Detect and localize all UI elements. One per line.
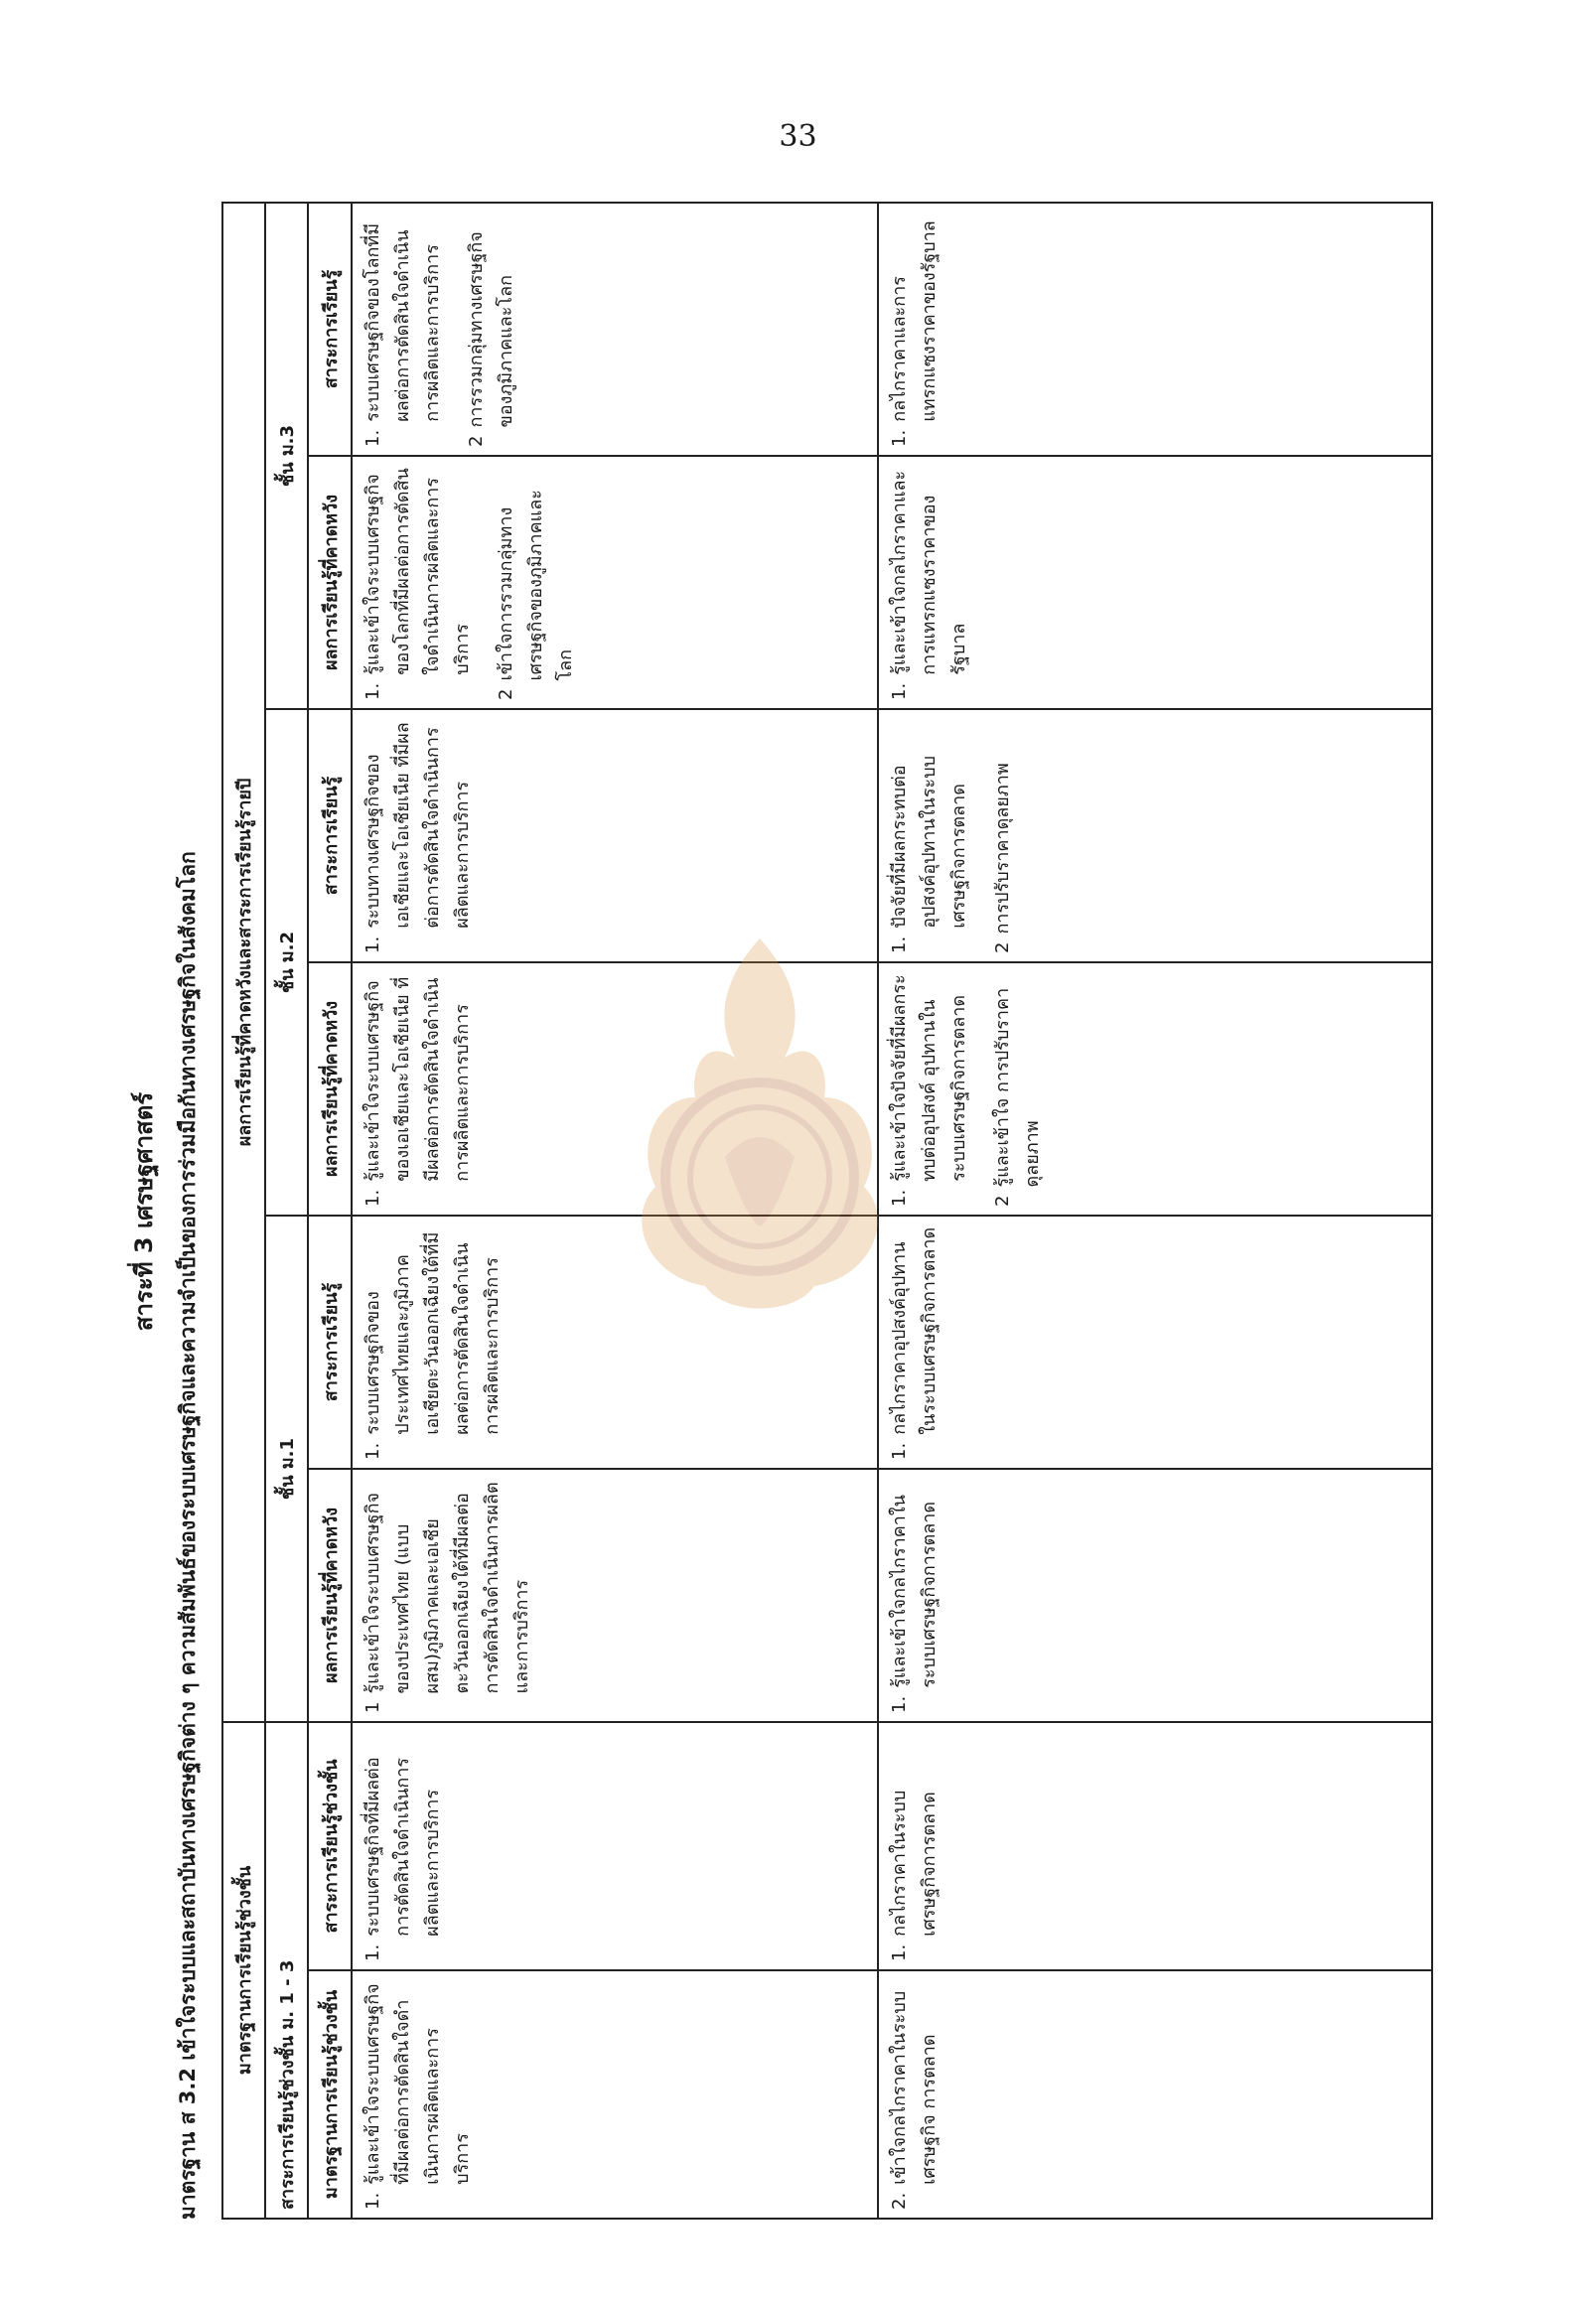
col-header-m1-content: สาระการเรียนรู้	[308, 1216, 352, 1469]
cell-standard: 2. เข้าใจกลไกราคาในระบบเศรษฐกิจ การตลาด	[878, 1970, 1432, 2219]
cell-m3-outcome: 1. รู้และเข้าใจระบบเศรษฐกิจของโลกที่มีผลต่อการตัดสินใจดำเนินการผลิตและการบริการ 2 เข้าใจการรวมกลุ่มทางเศรษฐกิจของภูมิภาคและโลก	[352, 456, 878, 709]
cell-standard: 1. รู้และเข้าใจระบบเศรษฐกิจที่มีผลต่อการตัดสินใจดำเนินการผลิตและการบริการ	[352, 1970, 878, 2219]
col-header-m1-outcome: ผลการเรียนรู้ที่คาดหวัง	[308, 1469, 352, 1722]
header-grade-m1: ชั้น ม.1	[265, 1216, 308, 1722]
cell-m1-content: 1. ระบบเศรษฐกิจของประเทศไทยและภูมิภาคเอเชียตะวันออกเฉียงใต้ที่มีผลต่อการตัดสินใจดำเนินการผลิตและการบริการ	[352, 1216, 878, 1469]
header-grade-m3: ชั้น ม.3	[265, 203, 308, 709]
cell-m2-outcome: 1. รู้และเข้าใจระบบเศรษฐกิจของเอเชียและโอเชียเนีย ที่มีผลต่อการตัดสินใจดำเนินการผลิตและการบริการ	[352, 962, 878, 1216]
header-grade-m2: ชั้น ม.2	[265, 709, 308, 1216]
cell-m3-outcome: 1. รู้และเข้าใจกลไกราคาและการแทรกแซงราคาของรัฐบาล	[878, 456, 1432, 709]
cell-m2-outcome: 1. รู้และเข้าใจปัจจัยที่มีผลกระทบต่ออุปสงค์ อุปทานในระบบเศรษฐกิจการตลาด 2 รู้และเข้าใจ การปรับราคาดุลยภาพ	[878, 962, 1432, 1216]
page-number: 33	[779, 119, 817, 154]
cell-m3-content: 1. ระบบเศรษฐกิจของโลกที่มีผลต่อการตัดสินใจดำเนินการผลิตและการบริการ 2 การรวมกลุ่มทางเศรษฐกิจของภูมิภาคและโลก	[352, 203, 878, 456]
subject-title: สาระที่ 3 เศรษฐศาสตร์	[130, 1091, 158, 1332]
curriculum-table	[221, 202, 1433, 2220]
col-header-m3-outcome: ผลการเรียนรู้ที่คาดหวัง	[308, 456, 352, 709]
col-header-m2-content: สาระการเรียนรู้	[308, 709, 352, 962]
cell-content: 1. ระบบเศรษฐกิจที่มีผลต่อการตัดสินใจดำเนินการผลิตและการบริการ	[352, 1722, 878, 1970]
cell-m2-content: 1. ปัจจัยที่มีผลกระทบต่ออุปสงค์อุปทานในระบบเศรษฐกิจการตลาด 2 การปรับราคาดุลยภาพ	[878, 709, 1432, 962]
cell-m1-outcome: 1. รู้และเข้าใจกลไกราคาในระบบเศรษฐกิจการตลาด	[878, 1469, 1432, 1722]
cell-m2-content: 1. ระบบทางเศรษฐกิจของเอเชียและโอเชียเนีย ที่มีผลต่อการตัดสินใจดำเนินการผลิตและการบริการ	[352, 709, 878, 962]
rotated-landscape-content	[124, 204, 1445, 2220]
cell-m3-content: 1. กลไกราคาและการแทรกแซงราคาของรัฐบาล	[878, 203, 1432, 456]
table-row	[878, 203, 1432, 2219]
col-header-content: สาระการเรียนรู้ช่วงชั้น	[308, 1722, 352, 1970]
cell-content: 1. กลไกราคาในระบบเศรษฐกิจการตลาด	[878, 1722, 1432, 1970]
col-header-m2-outcome: ผลการเรียนรู้ที่คาดหวัง	[308, 962, 352, 1216]
header-group-left: มาตรฐานการเรียนรู้ช่วงชั้น	[222, 1722, 265, 2219]
cell-m1-content: 1. กลไกราคาอุปสงค์อุปทาน ในระบบเศรษฐกิจการตลาด	[878, 1216, 1432, 1469]
header-group-left-sub: สาระการเรียนรู้ช่วงชั้น ม. 1 - 3	[265, 1722, 308, 2219]
header-group-right: ผลการเรียนรู้ที่คาดหวังและสาระการเรียนรู้รายปี	[222, 203, 265, 1722]
col-header-standard: มาตรฐานการเรียนรู้ช่วงชั้น	[308, 1970, 352, 2219]
standard-heading: มาตรฐาน ส 3.2 เข้าใจระบบและสถาบันทางเศรษฐกิจต่าง ๆ ความสัมพันธ์ของระบบเศรษฐกิจและความจำเป็นของการร่วมมือกันทางเศรษฐกิจในสังคมโลก	[176, 851, 200, 2220]
cell-m1-outcome: 1 รู้และเข้าใจระบบเศรษฐกิจของประเทศไทย (แบบผสม)ภูมิภาคและเอเชียตะวันออกเฉียงใต้ที่มีผลต่อการตัดสินใจดำเนินการผลิตและการบริการ	[352, 1469, 878, 1722]
col-header-m3-content: สาระการเรียนรู้	[308, 203, 352, 456]
table-row	[352, 203, 878, 2219]
